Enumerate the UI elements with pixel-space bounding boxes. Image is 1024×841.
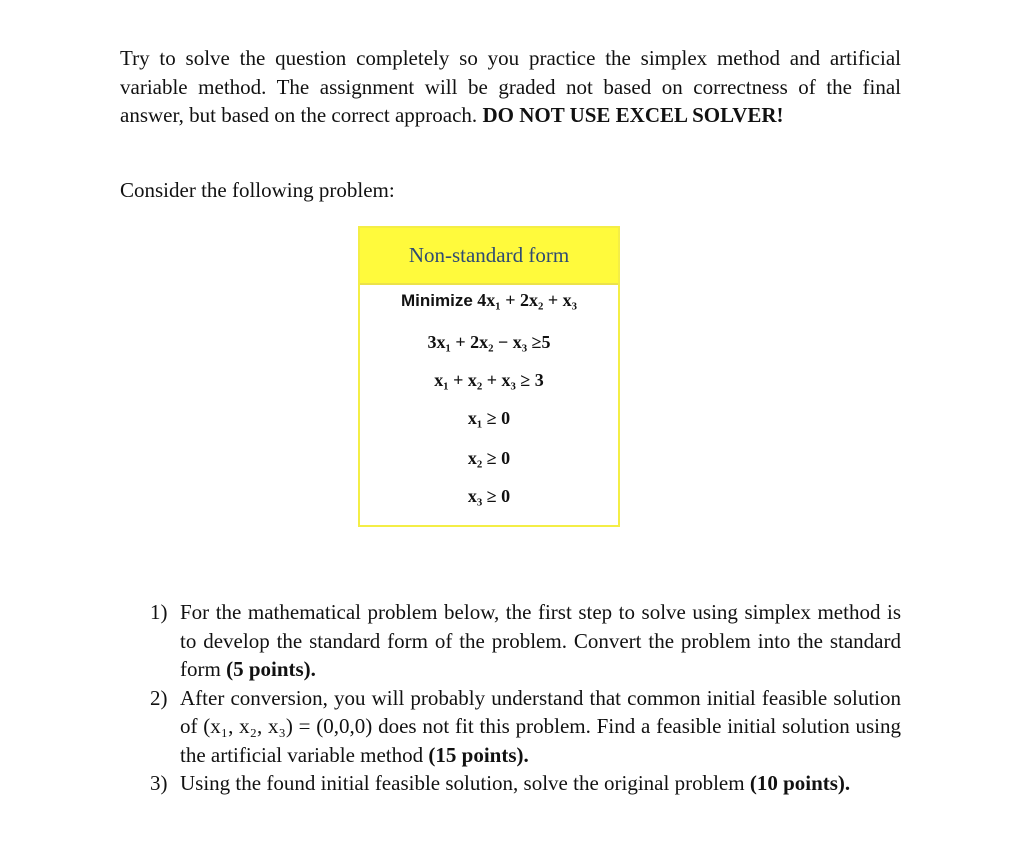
- question-number: 3): [150, 771, 168, 795]
- form-header: Non-standard form: [360, 228, 618, 285]
- question-text: After conversion, you will probably understand that common initial feasible solution of: [180, 685, 901, 738]
- objective-function: [360, 290, 618, 311]
- constraint-2: x₁ + x₂ + x₃ ≥ 3: [434, 370, 544, 390]
- question-2: [150, 684, 901, 770]
- objective-expression: 4x₁ + 2x₂ + x₃: [477, 290, 577, 310]
- instructions-paragraph: [120, 44, 901, 130]
- question-text-cont: does not fit this problem. Find a feasible initial solution using the artificial variable method: [180, 714, 901, 767]
- question-number: 1): [150, 600, 168, 624]
- initial-solution-math: (x₁, x₂, x₃) = (0,0,0): [203, 714, 373, 738]
- instructions-warning: DO NOT USE EXCEL SOLVER!: [482, 103, 784, 127]
- question-list: [150, 598, 901, 798]
- question-points: (5 points).: [226, 657, 316, 681]
- objective-label: Minimize: [401, 291, 473, 310]
- constraint-x2-nonneg: x₂ ≥ 0: [467, 448, 511, 468]
- constraint-1: 3x₁ + 2x₂ − x₃ ≥5: [427, 332, 551, 352]
- question-text: Using the found initial feasible solution, solve the original problem: [180, 771, 750, 795]
- question-points: (10 points).: [749, 771, 851, 795]
- constraint-x3-nonneg: x₃ ≥ 0: [467, 486, 511, 506]
- question-3: [150, 769, 901, 798]
- problem-intro: Consider the following problem:: [120, 178, 395, 202]
- non-standard-form-box: [358, 226, 620, 527]
- constraint-x1-nonneg: x₁ ≥ 0: [467, 408, 511, 428]
- instructions-text: Try to solve the question completely so you practice the simplex method and artificial variable method. The assignment will be graded not based on correctness of the final answer, but based on the correct approach.: [120, 46, 901, 127]
- question-1: [150, 598, 901, 684]
- question-text: For the mathematical problem below, the first step to solve using simplex method is to develop the standard form of the problem. Convert the problem into the standard form: [180, 600, 901, 681]
- question-points: (15 points).: [428, 742, 529, 767]
- question-number: 2): [150, 685, 168, 710]
